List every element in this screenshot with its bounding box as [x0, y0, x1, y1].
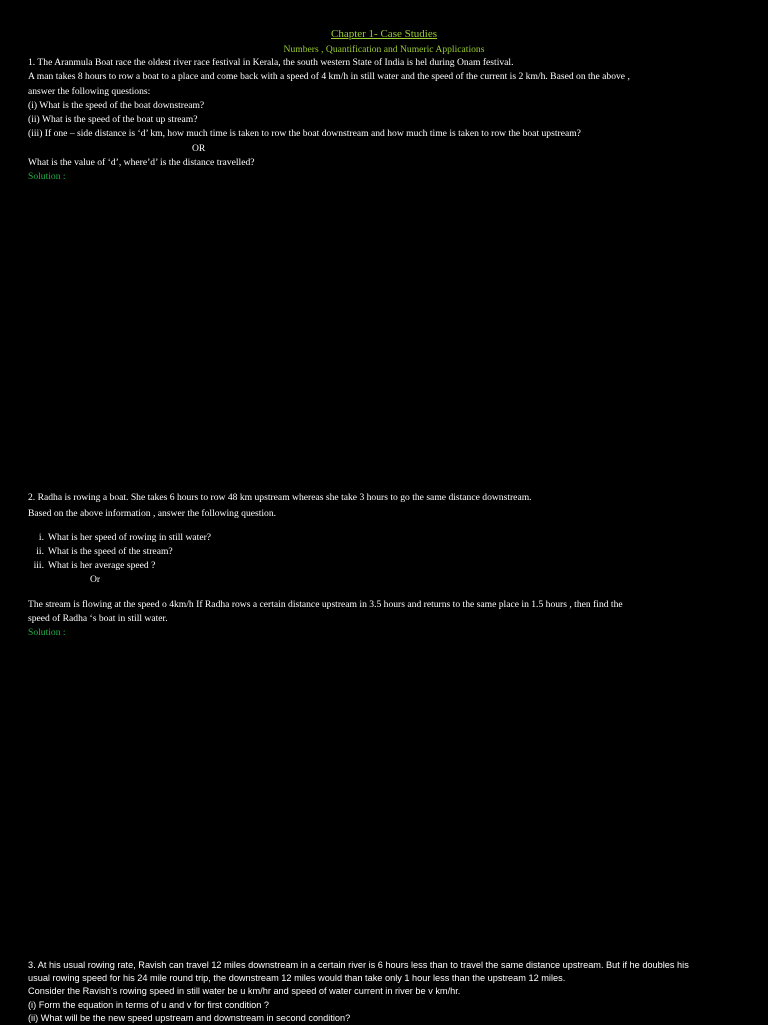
q1-solution-label: Solution : — [28, 171, 66, 183]
question-1 — [28, 56, 744, 185]
q3-line-1: 3. At his usual rowing rate, Ravish can travel 12 miles downstream in a certain river is 6 hours less than to travel the same distance upstream. But if he doubles his — [28, 960, 689, 970]
q1-intro: 1. The Aranmula Boat race the oldest river race festival in Kerala, the south western State of India is hel during Onam festival. — [28, 57, 514, 68]
chapter-title: Chapter 1- Case Studies — [330, 28, 437, 40]
q1-part-ii: (ii) What is the speed of the boat up stream? — [28, 114, 198, 126]
q3-line-2: usual rowing speed for his 24 mile round trip, the downstream 12 miles would than take only 1 hour less than the upstream 12 miles. — [28, 973, 566, 984]
chapter-subtitle: Numbers , Quantification and Numeric Applications — [283, 44, 485, 55]
q1-problem: A man takes 8 hours to row a boat to a place and come back with a speed of 4 km/h in still water and the speed of the current is 2 km/h. Based on the above , — [28, 71, 630, 83]
q1-part-iii: (iii) If one – side distance is ‘d’ km, how much time is taken to row the boat downstream and how much time is taken to row the boat upstream? — [28, 128, 581, 140]
list-item: iii. What is her average speed ? — [33, 560, 156, 572]
question-2 — [28, 491, 744, 641]
q1-part-i: (i) What is the speed of the boat downstream? — [28, 99, 205, 111]
q3-line-3: Consider the Ravish’s rowing speed in still water be u km/hr and speed of water current in river be v km/hr. — [28, 986, 461, 997]
q1-instruction: answer the following questions: — [28, 85, 151, 97]
list-item: ii. What is the speed of the stream? — [36, 545, 173, 557]
q2-or: Or — [90, 574, 101, 586]
q1-alternative: What is the value of ‘d’, where’d’ is the distance travelled? — [28, 157, 255, 169]
q2-alternative-line-1: The stream is flowing at the speed o 4km/h If Radha rows a certain distance upstream in 3.5 hours and returns to the same place in 1.5 hours , then find the — [28, 598, 623, 610]
q2-solution-label: Solution : — [28, 627, 66, 639]
q1-or: OR — [192, 142, 206, 154]
q3-part-i: (i) Form the equation in terms of u and v for first condition ? — [28, 999, 270, 1010]
q2-question-list — [28, 531, 744, 574]
q2-intro: 2. Radha is rowing a boat. She takes 6 hours to row 48 km upstream whereas she take 3 hours to go the same distance downstream. — [28, 492, 532, 503]
list-item: i. What is her speed of rowing in still water? — [38, 531, 212, 543]
q3-part-ii: (ii) What will be the new speed upstream and downstream in second condition? — [28, 1012, 351, 1023]
q2-instruction: Based on the above information , answer the following question. — [28, 508, 277, 520]
q2-alternative-line-2: speed of Radha ‘s boat in still water. — [28, 613, 168, 625]
question-3 — [28, 959, 744, 1025]
